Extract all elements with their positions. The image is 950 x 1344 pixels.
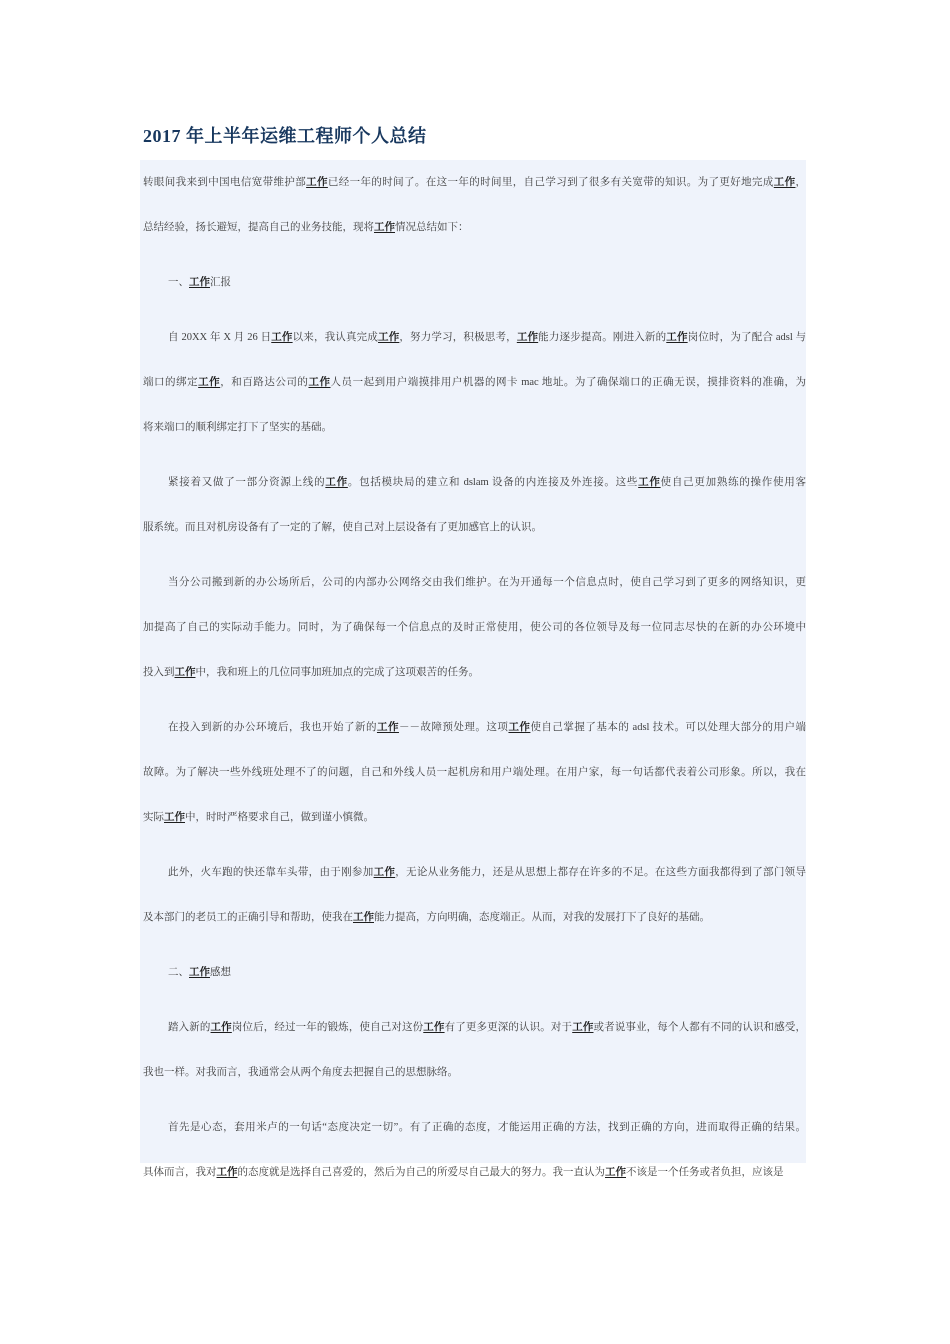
text-segment: 在投入到新的办公环境后，我也开始了新的: [168, 722, 377, 733]
text-segment: 自 20XX 年 X 月 26 日: [168, 332, 272, 343]
text-line: [143, 560, 806, 605]
keyword-link[interactable]: 工作: [164, 812, 185, 823]
paragraph: [143, 1005, 806, 1095]
text-segment: 不该是一个任务或者负担，应该是: [626, 1167, 784, 1178]
text-segment: 以来，我认真完成: [292, 332, 379, 343]
keyword-link[interactable]: 工作: [605, 1167, 626, 1178]
text-line: [143, 460, 806, 505]
text-segment: 实际: [143, 812, 164, 823]
text-segment: 及本部门的老员工的正确引导和帮助，使我在: [143, 912, 353, 923]
keyword-link[interactable]: 工作: [638, 477, 661, 488]
text-line: [143, 1050, 806, 1095]
text-segment: 投入到: [143, 667, 175, 678]
keyword-link[interactable]: 工作: [306, 177, 328, 188]
text-segment: ，: [795, 177, 806, 188]
keyword-link[interactable]: 工作: [666, 332, 688, 343]
keyword-link[interactable]: 工作: [508, 722, 531, 733]
text-segment: ，无论从业务能力，还是从思想上都存在许多的不足。在这些方面我都得到了部门领导: [395, 867, 807, 878]
keyword-link[interactable]: 工作: [271, 332, 293, 343]
text-segment: 汇报: [210, 277, 231, 288]
text-segment: 使自己更加熟练的操作使用客: [660, 477, 807, 488]
text-segment: 的态度就是选择自己喜爱的，然后为自己的所爱尽自己最大的努力。我一直认为: [237, 1167, 605, 1178]
text-line: [143, 605, 806, 650]
text-segment: 使自己掌握了基本的 adsl 技术。可以处理大部分的用户端: [530, 722, 807, 733]
text-segment: －－故障预处理。这项: [398, 722, 509, 733]
paragraph: [143, 850, 806, 940]
keyword-link[interactable]: 工作: [572, 1022, 594, 1033]
paragraph: [143, 1105, 806, 1195]
text-segment: 情况总结如下：: [395, 222, 469, 233]
document-title: 2017 年上半年运维工程师个人总结: [143, 126, 427, 147]
text-segment: 一、: [168, 277, 189, 288]
text-line: [143, 405, 806, 450]
keyword-link[interactable]: 工作: [373, 867, 396, 878]
text-segment: 首先是心态，套用米卢的一句话“态度决定一切”。有了正确的态度，才能运用正确的方法，找到正确的方向，进而取得正确的结果。: [168, 1122, 806, 1133]
keyword-link[interactable]: 工作: [216, 1167, 238, 1178]
text-line: [143, 1105, 806, 1150]
keyword-link[interactable]: 工作: [516, 332, 539, 343]
paragraph: [143, 705, 806, 840]
text-segment: 具体而言，我对: [143, 1167, 217, 1178]
keyword-link[interactable]: 工作: [174, 667, 196, 678]
text-segment: 岗位时，为了配合 adsl 与: [687, 332, 807, 343]
text-segment: ，和百路达公司的: [220, 377, 309, 388]
text-line: [143, 950, 806, 995]
text-line: [143, 650, 806, 695]
keyword-link[interactable]: 工作: [198, 377, 221, 388]
text-segment: 将来端口的顺利绑定打下了坚实的基础。: [143, 422, 332, 433]
text-line: [143, 795, 806, 840]
keyword-link[interactable]: 工作: [189, 277, 210, 288]
text-segment: 岗位后，经过一年的锻炼，使自己对这份: [231, 1022, 424, 1033]
text-segment: 有了更多更深的认识。对于: [444, 1022, 573, 1033]
text-segment: 当分公司搬到新的办公场所后，公司的内部办公网络交由我们维护。在为开通每一个信息点时，使自己学习到了更多的网络知识，更: [168, 577, 806, 588]
keyword-link[interactable]: 工作: [308, 377, 331, 388]
text-line: [143, 260, 806, 305]
text-line: [143, 205, 806, 250]
keyword-link[interactable]: 工作: [378, 332, 400, 343]
keyword-link[interactable]: 工作: [325, 477, 348, 488]
keyword-link[interactable]: 工作: [210, 1022, 232, 1033]
keyword-link[interactable]: 工作: [773, 177, 796, 188]
keyword-link[interactable]: 工作: [376, 722, 399, 733]
text-segment: 我也一样。对我而言，我通常会从两个角度去把握自己的思想脉络。: [143, 1067, 458, 1078]
text-segment: 。包括模块局的建立和 dslam 设备的内连接及外连接。这些: [347, 477, 639, 488]
text-line: [143, 360, 806, 405]
paragraph: [143, 315, 806, 450]
paragraph: [143, 460, 806, 550]
text-segment: 能力提高，方向明确，态度端正。从而，对我的发展打下了良好的基础。: [374, 912, 710, 923]
text-line: [143, 750, 806, 795]
text-line: [143, 850, 806, 895]
section-heading: [143, 260, 806, 305]
text-segment: 人员一起到用户端摸排用户机器的网卡 mac 地址。为了确保端口的正确无误，摸排资料的准确，为: [330, 377, 807, 388]
text-segment: 已经一年的时间了。在这一年的时间里，自己学习到了很多有关宽带的知识。为了更好地完成: [327, 177, 774, 188]
text-segment: 总结经验，扬长避短，提高自己的业务技能，现将: [143, 222, 374, 233]
text-segment: 端口的绑定: [143, 377, 199, 388]
text-segment: 紧接着又做了一部分资源上线的: [168, 477, 326, 488]
text-line: [143, 895, 806, 940]
text-segment: ，努力学习，积极思考，: [399, 332, 517, 343]
keyword-link[interactable]: 工作: [423, 1022, 445, 1033]
keyword-link[interactable]: 工作: [189, 967, 210, 978]
keyword-link[interactable]: 工作: [353, 912, 374, 923]
document-body: [143, 160, 806, 1195]
paragraph: [143, 160, 806, 250]
text-segment: 二、: [168, 967, 189, 978]
text-segment: 能力逐步提高。刚进入新的: [538, 332, 667, 343]
text-segment: 中，我和班上的几位同事加班加点的完成了这项艰苦的任务。: [195, 667, 479, 678]
keyword-link[interactable]: 工作: [374, 222, 395, 233]
text-line: [143, 160, 806, 205]
text-line: [143, 1150, 806, 1195]
text-segment: 踏入新的: [168, 1022, 211, 1033]
paragraph: [143, 560, 806, 695]
text-segment: 感想: [210, 967, 231, 978]
text-line: [143, 705, 806, 750]
text-segment: 故障。为了解决一些外线班处理不了的问题，自己和外线人员一起机房和用户端处理。在用户家，每一句话都代表着公司形象。所以，我在: [143, 767, 806, 778]
text-segment: 或者说事业，每个人都有不同的认识和感受，: [593, 1022, 807, 1033]
text-segment: 转眼间我来到中国电信宽带维护部: [143, 177, 307, 188]
text-segment: 服系统。而且对机房设备有了一定的了解，使自己对上层设备有了更加感官上的认识。: [143, 522, 542, 533]
text-segment: 此外，火车跑的快还靠车头带，由于刚参加: [168, 867, 374, 878]
text-segment: 加提高了自己的实际动手能力。同时，为了确保每一个信息点的及时正常使用，使公司的各位领导及每一位同志尽快的在新的办公环境中: [143, 622, 806, 633]
text-segment: 中，时时严格要求自己，做到谨小慎微。: [185, 812, 374, 823]
text-line: [143, 505, 806, 550]
text-line: [143, 1005, 806, 1050]
section-heading: [143, 950, 806, 995]
text-line: [143, 315, 806, 360]
